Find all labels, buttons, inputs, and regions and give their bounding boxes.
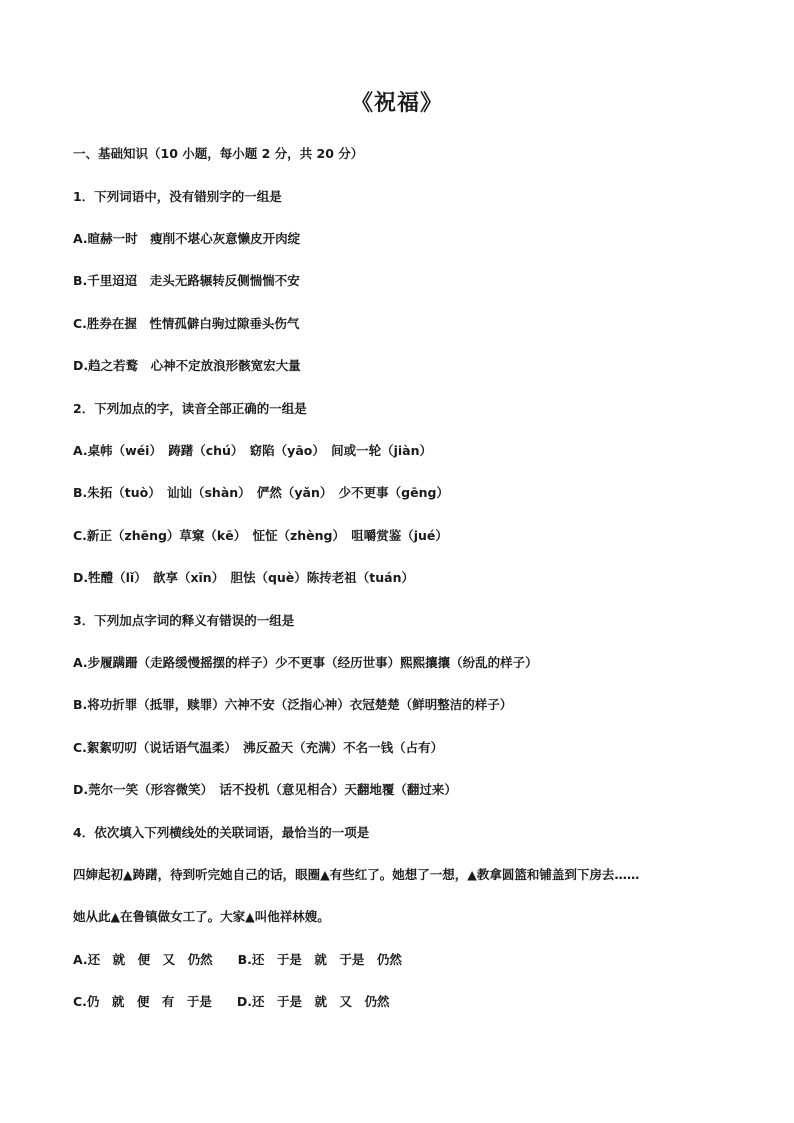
option-2a: A.桌帏（wéi） 踌躇（chú） 窈陷（yāo） 间或一轮（jiàn） — [73, 443, 432, 458]
question-1: 1．下列词语中，没有错别字的一组是 — [73, 189, 282, 204]
section-heading: 一、基础知识（10 小题，每小题 2 分，共 20 分） — [73, 146, 364, 161]
question-4: 4．依次填入下列横线处的关联词语，最恰当的一项是 — [73, 825, 370, 840]
option-1b: B.千里迢迢 走头无路辗转反侧惴惴不安 — [73, 273, 300, 288]
passage-line-2: 她从此▲在鲁镇做女工了。大家▲叫他祥林嫂。 — [73, 909, 330, 924]
options-4cd: C.仍 就 便 有 于是 D.还 于是 就 又 仍然 — [73, 994, 390, 1009]
option-3b: B.将功折罪（抵罪，赎罪）六神不安（泛指心神）衣冠楚楚（鲜明整洁的样子） — [73, 697, 513, 712]
passage-line-1: 四婶起初▲踌躇，待到听完她自己的话，眼圈▲有些红了。她想了一想，▲教拿圆篮和铺盖到下房去…… — [73, 867, 640, 882]
option-1a: A.暄赫一时 瘦削不堪心灰意懒皮开肉绽 — [73, 231, 301, 246]
option-1c: C.胜券在握 性情孤僻白驹过隙垂头伤气 — [73, 316, 300, 331]
option-3a: A.步履蹒跚（走路缓慢摇摆的样子）少不更事（经历世事）熙熙攘攘（纷乱的样子） — [73, 655, 538, 670]
option-1d: D.趋之若鹜 心神不定放浪形骸宽宏大量 — [73, 358, 301, 373]
question-3: 3．下列加点字词的释义有错误的一组是 — [73, 613, 295, 628]
option-3c: C.絮絮叨叨（说话语气温柔） 沸反盈天（充满）不名一钱（占有） — [73, 740, 444, 755]
page-title: 《祝福》 — [350, 91, 443, 116]
option-2c: C.新正（zhēng）草窠（kē） 怔怔（zhèng） 咀嚼赏鉴（jué） — [73, 528, 448, 543]
option-3d: D.莞尔一笑（形容微笑） 话不投机（意见相合）天翻地覆（翻过来） — [73, 782, 457, 797]
option-2b: B.朱拓（tuò） 讪讪（shàn） 俨然（yǎn） 少不更事（gēng） — [73, 485, 449, 500]
option-2d: D.牲醴（lǐ） 歆享（xīn） 胆怯（què）陈抟老祖（tuán） — [73, 570, 414, 585]
question-2: 2．下列加点的字，读音全部正确的一组是 — [73, 401, 307, 416]
options-4ab: A.还 就 便 又 仍然 B.还 于是 就 于是 仍然 — [73, 952, 402, 967]
